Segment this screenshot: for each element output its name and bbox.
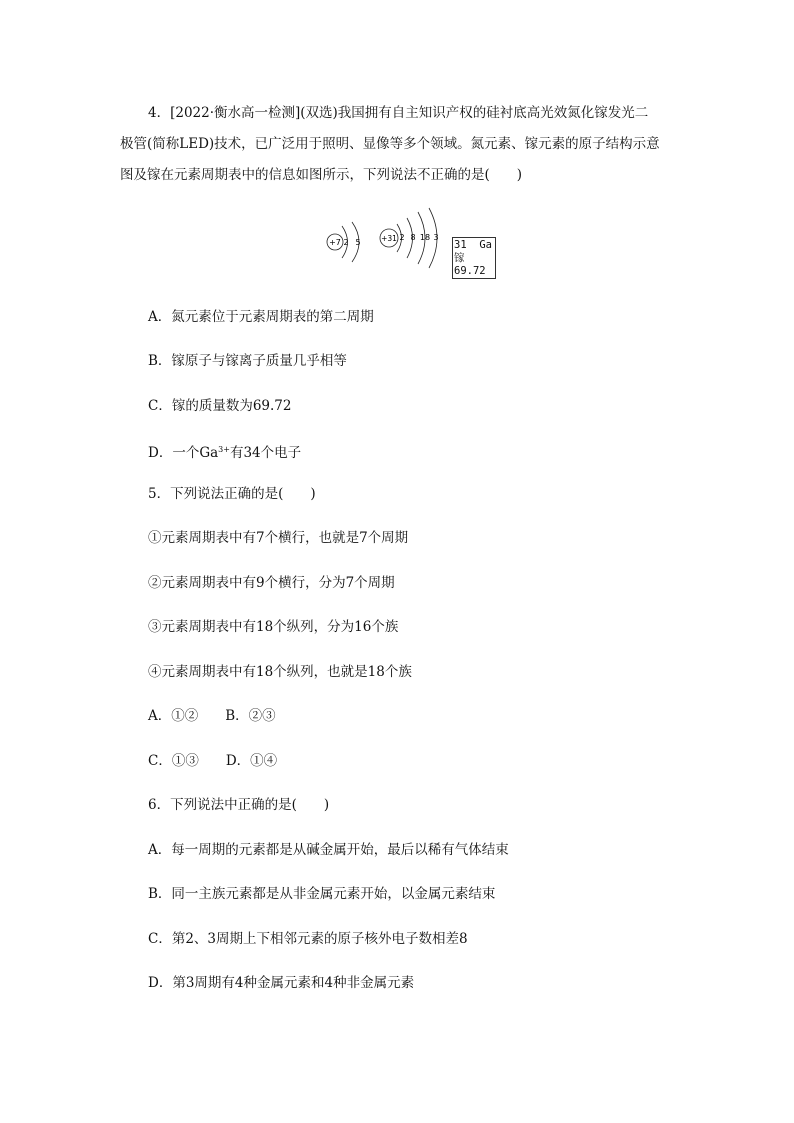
q4-stem-line-3: 图及镓在元素周期表中的信息如图所示，下列说法不正确的是( ) <box>120 167 523 183</box>
q4-stem-line-1: 4．[2022·衡水高一检测](双选)我国拥有自主知识产权的硅衬底高光效氮化镓发光二 <box>148 105 649 121</box>
q5-statement-4: ④元素周期表中有18个纵列，也就是18个族 <box>148 664 412 680</box>
ga-element-name: 镓 <box>454 252 465 264</box>
periodic-table-cell-ga <box>452 237 496 279</box>
q6-option-c: C．第2、3周期上下相邻元素的原子核外电子数相差8 <box>148 931 468 947</box>
ga-symbol: Ga <box>479 239 492 251</box>
q5-stem: 5．下列说法正确的是( ) <box>148 486 316 502</box>
q4-option-d-post: 有34个电子 <box>229 445 302 461</box>
q4-option-c: C．镓的质量数为69.72 <box>148 398 292 414</box>
q5-options-ab: A．①② B．②③ <box>148 708 276 724</box>
q6-stem: 6．下列说法中正确的是( ) <box>148 797 330 813</box>
q4-option-d-sup: 3+ <box>218 445 230 454</box>
q4-option-a: A．氮元素位于元素周期表的第二周期 <box>148 309 374 325</box>
q5-statement-2: ②元素周期表中有9个横行，分为7个周期 <box>148 575 395 591</box>
ga-shell-2-count: 8 <box>410 233 416 242</box>
q4-option-b: B．镓原子与镓离子质量几乎相等 <box>148 353 347 369</box>
q5-statement-3: ③元素周期表中有18个纵列，分为16个族 <box>148 619 399 635</box>
q6-option-b: B．同一主族元素都是从非金属元素开始，以金属元素结束 <box>148 886 496 902</box>
q5-options-cd: C．①③ D．①④ <box>148 753 278 769</box>
q4-option-d <box>148 441 301 462</box>
q4-stem-line-2: 极管(简称LED)技术，已广泛用于照明、显像等多个领域。氮元素、镓元素的原子结构示意 <box>120 136 660 152</box>
n-shell-2-count: 5 <box>355 238 361 247</box>
n-nucleus-label: +7 <box>329 238 341 247</box>
n-shell-1-count: 2 <box>343 238 349 247</box>
ga-atomic-mass: 69.72 <box>454 265 486 277</box>
ga-atomic-number: 31 <box>454 239 467 251</box>
ga-cell-top-row <box>454 239 495 252</box>
ga-shell-3-count: 18 <box>419 233 431 242</box>
ga-shell-1-count: 2 <box>399 233 405 242</box>
ga-shell-4-count: 3 <box>433 233 439 242</box>
q6-option-d: D．第3周期有4种金属元素和4种非金属元素 <box>148 975 415 991</box>
q4-option-d-pre: D．一个Ga <box>148 445 219 461</box>
q6-option-a: A．每一周期的元素都是从碱金属开始，最后以稀有气体结束 <box>148 842 509 858</box>
ga-nucleus-label: +31 <box>381 234 397 243</box>
q5-statement-1: ①元素周期表中有7个横行，也就是7个周期 <box>148 530 409 546</box>
